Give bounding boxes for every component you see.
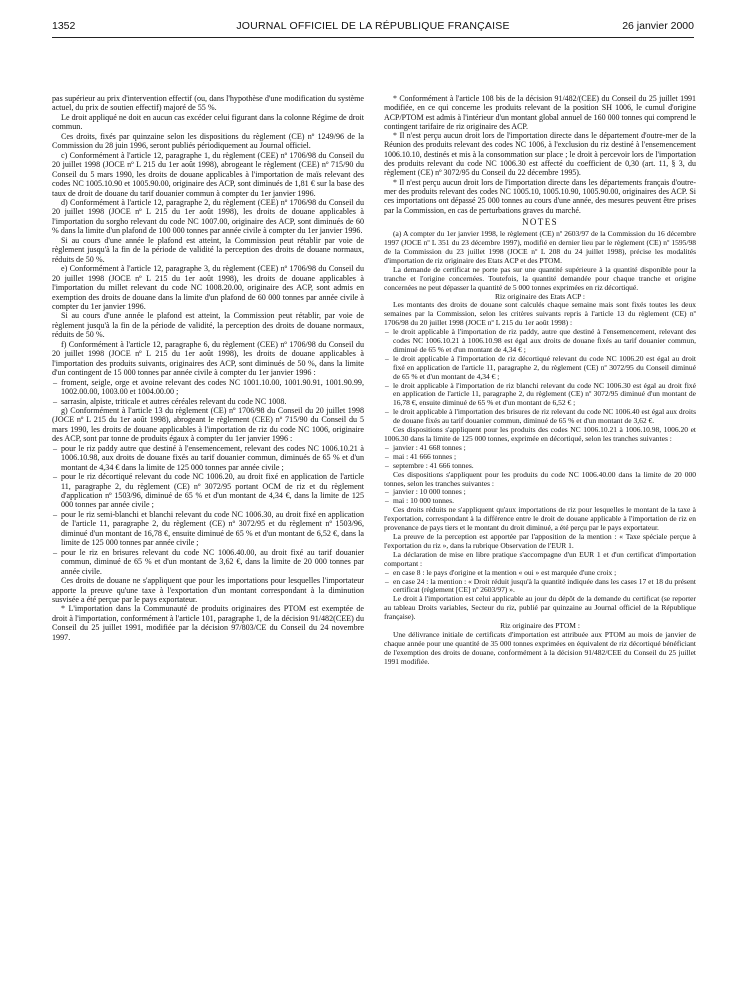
right-column bbox=[384, 94, 696, 667]
paragraph: * Conformément à l'article 108 bis de la décision 91/482/(CEE) du Conseil du 25 juillet 1991 modifiée, en ce qui concerne les produits relevant de la position SH 1006, le cumul d'origine ACP/PTOM est admis à l'intérieur d'un montant global annuel de 160 000 tonnes qui comprend le contingent tarifaire de riz originaire des ACP. bbox=[384, 94, 696, 131]
list-item: – froment, seigle, orge et avoine relevant des codes NC 1001.10.00, 1001.90.91, 1001.90.99, 1002.00.00, 1003.00 et 1004.00.00 ; bbox=[52, 378, 364, 397]
list-item: – le droit applicable à l'importation des brisures de riz relevant du code NC 1006.40 est égal aux droits de douane fixés au tarif douanier commun, diminué de 65 % et d'un montant de 3,62 €. bbox=[384, 408, 696, 426]
paragraph: d) Conformément à l'article 12, paragraphe 2, du règlement (CEE) nº 1706/98 du Conseil du 20 juillet 1998 (JOCE nº L 215 du 1er août 1998), les droits de douane applicables à l'importation du sorgho relevant du code NC 1007.00, originaire des ACP, sont diminués de 60 % dans la limite d'un plafond de 100 000 tonnes par année civile à compter du 1er janvier 1996. bbox=[52, 197, 364, 236]
paragraph: pas supérieur au prix d'intervention effectif (ou, dans l'hypothèse d'une modification du système actuel, du prix de soutien effectif) majoré de 55 %. bbox=[52, 94, 364, 113]
notes-heading: NOTES bbox=[522, 216, 558, 227]
paragraph: f) Conformément à l'article 12, paragraphe 6, du règlement (CEE) nº 1706/98 du Conseil du 20 juillet 1998 (JOCE nº L 215 du 1er août 1998), les droits de douane applicables à l'importation des produits suivants, originaires des ACP, sont diminués de 50 %, dans la limite d'un contingent de 15 000 tonnes par année civile à compter du 1er janvier 1996 : bbox=[52, 339, 364, 378]
section-subheading: Riz originaire des Etats ACP : bbox=[495, 291, 585, 301]
paragraph: (a) A compter du 1er janvier 1998, le règlement (CE) nº 2603/97 de la Commission du 16 décembre 1997 (JOCE nº L 351 du 23 décembre 1997), modifié en dernier lieu par le règlement (CE) nº 1595/98 de la Commission du 23 juillet 1998 (JOCE nº L 208 du 24 juillet 1998), précise les modalités d'importation de riz originaire des Etats ACP et des PTOM. bbox=[384, 229, 696, 265]
list-item: – pour le riz paddy autre que destiné à l'ensemencement, relevant des codes NC 1006.10.21 à 1006.10.98, aux droits de douane fixés au tarif douanier commun, diminués de 65 % et d'un montant de 4,34 € dans la limite de 125 000 tonnes par année civile ; bbox=[52, 444, 364, 472]
bullet-list bbox=[384, 569, 696, 596]
paragraph: Le droit à l'importation est celui applicable au jour du dépôt de la demande du certificat (se reporter au tableau Droits variables, Secteur du riz, publié par quinzaine au Journal officiel de la République française). bbox=[384, 594, 696, 622]
bullet-list bbox=[384, 488, 696, 506]
list-item: – janvier : 10 000 tonnes ; bbox=[384, 488, 696, 497]
list-item: – mai : 10 000 tonnes. bbox=[384, 497, 696, 506]
paragraph: La déclaration de mise en libre pratique s'accompagne d'un EUR 1 et d'un certificat d'importation comportant : bbox=[384, 549, 696, 568]
list-item: – janvier : 41 668 tonnes ; bbox=[384, 444, 696, 453]
paragraph: Les montants des droits de douane sont calculés chaque semaine mais sont fixés toutes les deux semaines par la Commission, selon les critères suivants repris à l'article 13 du règlement (CE) nº 1706/98 du 20 juillet 1998 (JOCE nº L 215 du 1er août 1998) : bbox=[384, 300, 696, 328]
paragraph: Une délivrance initiale de certificats d'importation est attribuée aux PTOM au mois de janvier de chaque année pour une quantité de 35 000 tonnes exprimées en équivalent de riz décortiqué bénéficiant de l'exemption des droits de douane, conformément à la décision 91/482/CEE du Conseil du 25 juillet 1991 modifiée. bbox=[384, 629, 696, 666]
bullet-list bbox=[52, 378, 364, 406]
list-item: – en case 8 : le pays d'origine et la mention « oui » est marquée d'une croix ; bbox=[384, 569, 696, 578]
paragraph: Si au cours d'une année le plafond est atteint, la Commission peut rétablir par voie de règlement jusqu'à la fin de la période de validité la perception des droits de douane normaux, réduits de 50 %. bbox=[52, 235, 364, 264]
bullet-list bbox=[52, 444, 364, 576]
page-header bbox=[52, 20, 694, 36]
list-item: – septembre : 41 666 tonnes. bbox=[384, 462, 696, 471]
header-rule bbox=[52, 37, 694, 38]
paragraph: La demande de certificat ne porte pas sur une quantité supérieure à la quantité disponible pour la tranche et l'origine concernées. Toutefois, la quantité demandée pour chaque tranche et origine concernées ne peut dépasser la quantité de 5 000 tonnes exprimées en riz décortiqué. bbox=[384, 264, 696, 292]
bullet-list bbox=[384, 328, 696, 426]
paragraph: e) Conformément à l'article 12, paragraphe 3, du règlement (CEE) nº 1706/98 du Conseil du 20 juillet 1998 (JOCE nº L 215 du 1er août 1998), les droits de douane applicables à l'importation du millet relevant du code NC 1008.20.00, originaire des ACP, sont admis en exemption des droits de douane dans la limite d'un plafond de 60 000 tonnes par année civile à compter du 1er janvier 1996. bbox=[52, 264, 364, 311]
list-item: – en case 24 : la mention : « Droit réduit jusqu'à la quantité indiquée dans les cases 17 et 18 du présent certificat (règlement [CE] nº 2603/97) ». bbox=[384, 578, 696, 596]
paragraph: Ces droits réduits ne s'appliquent qu'aux importations de riz pour lesquelles le montant de la taxe à l'exportation, correspondant à la différence entre le droit de douane applicable à l'importation de riz en provenance de pays tiers et le montant du droit diminué, a été perçu par le pays exportateur. bbox=[384, 505, 696, 533]
paragraph: Ces dispositions s'appliquent pour les produits du code NC 1006.40.00 dans la limite de 20 000 tonnes, selon les tranches suivantes : bbox=[384, 469, 696, 488]
paragraph: Ces droits de douane ne s'appliquent que pour les importations pour lesquelles l'importateur apporte la preuve qu'une taxe à l'exportation d'un montant correspondant à la diminution susvisée a été perçue par le pays exportateur. bbox=[52, 576, 364, 605]
paragraph: * L'importation dans la Communauté de produits originaires des PTOM est exemptée de droit à l'importation, conformément à l'article 101, paragraphe 1, de la décision 91/482(CEE) du Conseil du 25 juillet 1991, modifiée par la décision 97/803/CE du Conseil du 24 novembre 1997. bbox=[52, 604, 364, 642]
paragraph: La preuve de la perception est apportée par l'apposition de la mention : « Taxe spéciale perçue à l'exportation du riz », dans la rubrique Observation de l'EUR 1. bbox=[384, 531, 696, 550]
paragraph: Le droit appliqué ne doit en aucun cas excéder celui figurant dans la colonne Régime de droit commun. bbox=[52, 112, 364, 132]
journal-title: JOURNAL OFFICIEL DE LA RÉPUBLIQUE FRANÇAISE bbox=[236, 20, 510, 32]
left-column bbox=[52, 94, 364, 642]
bullet-list bbox=[384, 444, 696, 471]
section-subheading: Riz originaire des PTOM : bbox=[500, 621, 580, 631]
paragraph: * Il n'est perçu aucun droit lors de l'importation directe dans le département d'outre-mer de la Réunion des produits relevant des codes NC 1006, à l'exclusion du riz destiné à l'ensemencement 1006.10.10, destinés et mis à la consommation sur place ; le droit à percevoir lors de l'importation des produits relevant du code NC 1006.30 est affecté du coefficient de 0,30 (art. 11, § 3, du règlement (CE) nº 3072/95 du Conseil du 22 décembre 1995). bbox=[384, 131, 696, 178]
publication-date: 26 janvier 2000 bbox=[622, 20, 694, 32]
list-item: – pour le riz en brisures relevant du code NC 1006.40.00, au droit fixé au tarif douanier commun, diminué de 65 % et d'un montant de 3,62 €, dans la limite de 20 000 tonnes par année civile. bbox=[52, 548, 364, 576]
paragraph: * Il n'est perçu aucun droit lors de l'importation directe dans les départements français d'outre-mer des produits relevant des codes NC 1005.10, 1005.10.90, 1005.90.00, originaires des ACP. Si ces importations ont dépassé 25 000 tonnes au cours d'une année, des mesures peuvent être prises par la Commission, en cas de perturbations graves du marché. bbox=[384, 177, 696, 215]
list-item: – pour le riz semi-blanchi et blanchi relevant du code NC 1006.30, au droit fixé en application de l'article 11, paragraphe 2, du règlement (CE) nº 3072/95 et du règlement nº 1503/96, diminué d'un montant de 16,78 €, ensuite diminué de 65 % et d'un montant de 6,52 €, dans la limite de 125 000 tonnes par année civile ; bbox=[52, 510, 364, 548]
list-item: – le droit applicable à l'importation de riz paddy, autre que destiné à l'ensemencement, relevant des codes NC 1006.10.21 à 1006.10.98 est égal aux droits de douane fixés au tarif douanier commun, diminué de 65 % et d'un montant de 4,34 € ; bbox=[384, 328, 696, 355]
paragraph: Si au cours d'une année le plafond est atteint, la Commission peut rétablir, par voie de règlement jusqu'à la fin de la période de validité, la perception des droits de douane normaux, réduits de 50 %. bbox=[52, 311, 364, 340]
paragraph: Ces droits, fixés par quinzaine selon les dispositions du règlement (CE) nº 1249/96 de la Commission du 28 juin 1996, seront publiés périodiquement au Journal officiel. bbox=[52, 131, 364, 151]
list-item: – pour le riz décortiqué relevant du code NC 1006.20, au droit fixé en application de l'article 11, paragraphe 2, du règlement (CE) nº 3072/95 portant OCM de riz et du règlement d'application nº 1503/96, diminué de 65 % et d'un montant de 4,34 €, dans la limite de 125 000 tonnes par année civile ; bbox=[52, 472, 364, 510]
list-item: – sarrasin, alpiste, triticale et autres céréales relevant du code NC 1008. bbox=[52, 397, 364, 406]
paragraph: c) Conformément à l'article 12, paragraphe 1, du règlement (CEE) nº 1706/98 du Conseil du 20 juillet 1998 (JOCE nº L 215 du 1er août 1998), abrogeant le règlement (CEE) nº 715/90 du Conseil du 5 mars 1990, les droits de douane applicables à l'importation de maïs relevant des codes NC 1005.10.90 et 1005.90.00, originaire des ACP, sont diminués de 1,81 € sur la base des taux de droit de douane du tarif douanier commun à compter du 1er janvier 1996. bbox=[52, 150, 364, 198]
paragraph: g) Conformément à l'article 13 du règlement (CE) nº 1706/98 du Conseil du 20 juillet 1998 (JOCE nº L 215 du 1er août 1998), abrogeant le règlement (CEE) nº 715/90 du Conseil du 5 mars 1990, les droits de douane applicables à l'importation de riz du code NC 1006, originaire des ACP, sont par tonne de produits égaux à compter du 1er janvier 1996 : bbox=[52, 405, 364, 444]
list-item: – le droit applicable à l'importation de riz décortiqué relevant du code NC 1006.20 est égal au droit fixé en application de l'article 11, paragraphe 2, du règlement (CE) nº 3072/95 du Conseil diminué de 65 % et d'un montant de 4,34 € ; bbox=[384, 355, 696, 382]
paragraph: Ces dispositions s'appliquent pour les produits des codes NC 1006.10.21 à 1006.10.98, 1006.20 et 1006.30 dans la limite de 125 000 tonnes, exprimée en décortiqué, selon les tranches suivantes : bbox=[384, 425, 696, 443]
page-number: 1352 bbox=[52, 20, 76, 32]
list-item: – mai : 41 666 tonnes ; bbox=[384, 453, 696, 462]
list-item: – le droit applicable à l'importation de riz blanchi relevant du code NC 1006.30 est égal au droit fixé en application de l'article 11, paragraphe 2, du règlement (CE) nº 3072/95 diminué d'un montant de 16,78 €, ensuite diminué de 65 % et d'un montant de 6,52 € ; bbox=[384, 382, 696, 409]
